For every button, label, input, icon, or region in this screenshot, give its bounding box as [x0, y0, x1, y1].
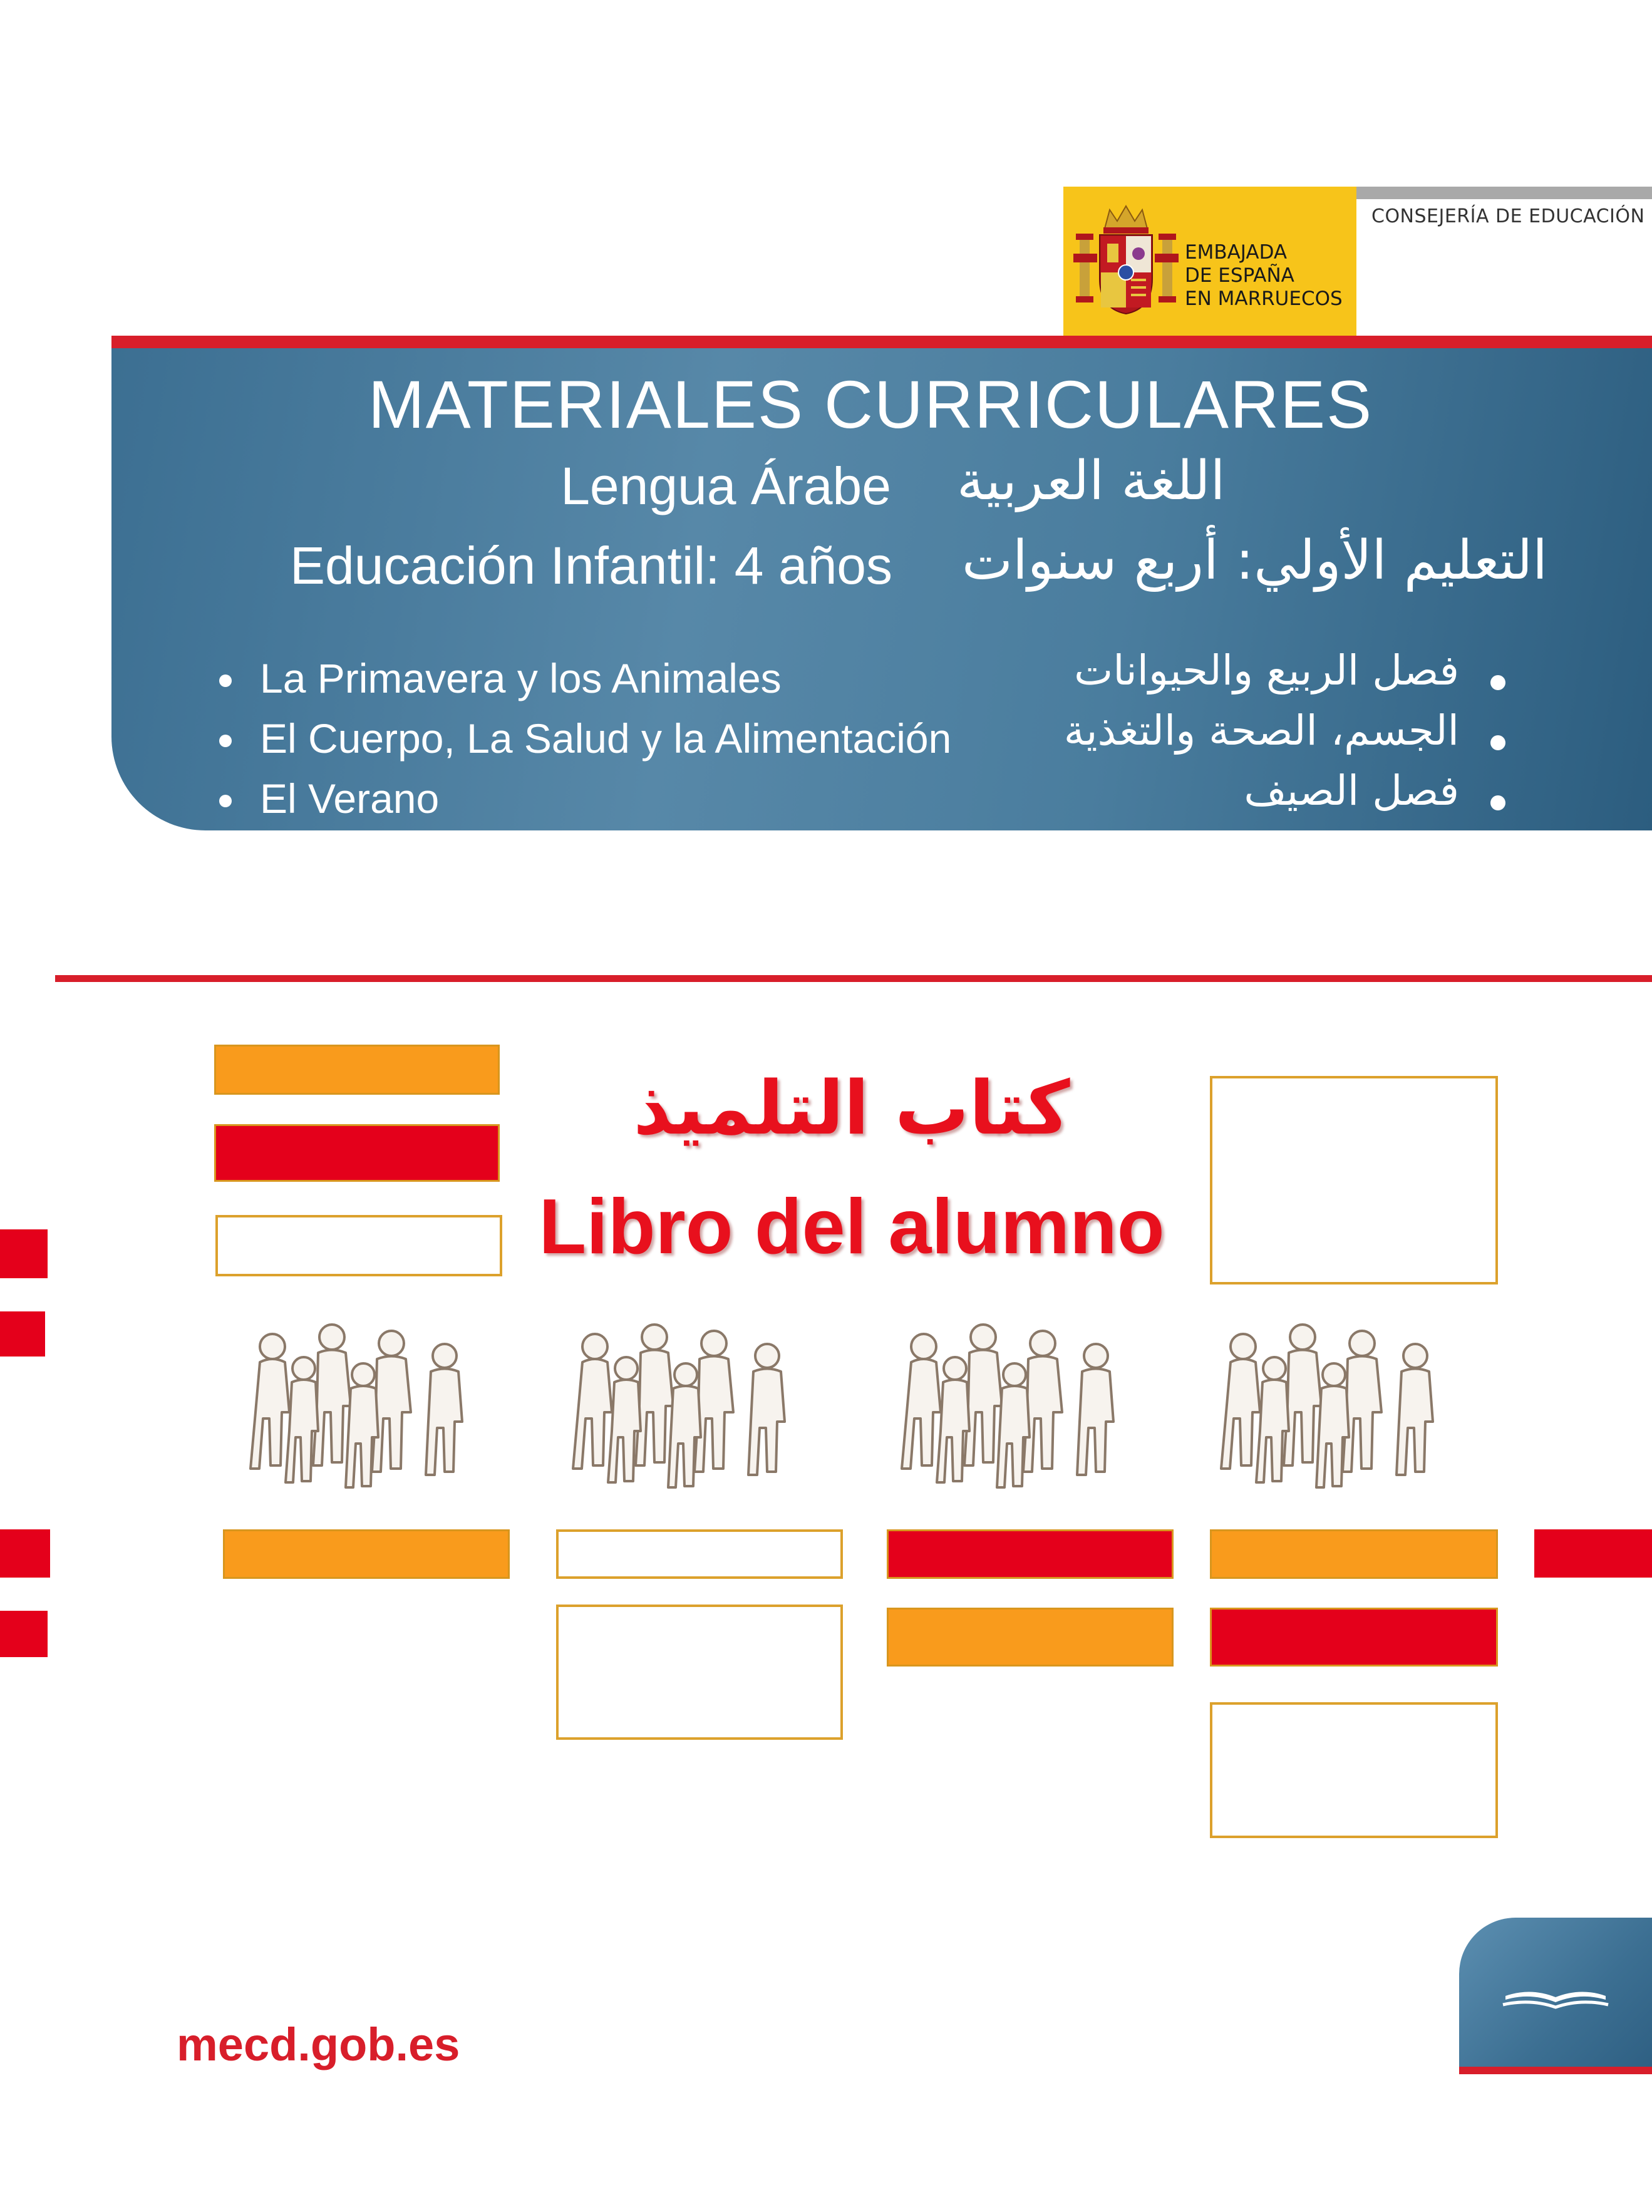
unit-spanish: El Cuerpo, La Salud y la Alimentación — [260, 715, 952, 762]
group-of-people-icon — [889, 1318, 1127, 1494]
corner-red-rule — [1459, 2067, 1652, 2074]
section-divider — [55, 975, 1652, 982]
logo-gray-rule — [1356, 187, 1652, 199]
group-of-people-icon — [1209, 1318, 1447, 1494]
banner-red-rule — [111, 336, 1652, 348]
bullet-icon — [1490, 675, 1505, 690]
language-arabic: اللغة العربية — [957, 450, 1226, 512]
bullet-icon — [219, 795, 232, 807]
consejeria-label: CONSEJERÍA DE EDUCACIÓN — [1371, 205, 1645, 227]
decor-box-outline — [556, 1529, 843, 1579]
decor-box-outline — [1210, 1076, 1498, 1284]
edge-block-red — [0, 1529, 50, 1578]
decor-bar-orange — [223, 1529, 510, 1579]
open-book-icon — [1502, 1982, 1609, 2013]
decor-bar-orange — [887, 1608, 1174, 1667]
embassy-line: EMBAJADA — [1185, 241, 1288, 264]
unit-arabic: فصل الربيع والحيوانات — [1074, 646, 1459, 695]
unit-arabic: الجسم، الصحة والتغذية — [1063, 706, 1459, 755]
decor-bar-red — [1210, 1608, 1498, 1667]
unit-arabic: فصل الصيف — [1244, 767, 1459, 815]
embassy-line: DE ESPAÑA — [1185, 264, 1294, 287]
embassy-name — [1185, 241, 1343, 311]
embassy-line: EN MARRUECOS — [1185, 287, 1343, 310]
unit-spanish: El Verano — [260, 775, 440, 822]
book-title-spanish: Libro del alumno — [539, 1184, 1165, 1270]
edge-block-red — [0, 1311, 45, 1357]
level-arabic: التعليم الأولي: أربع سنوات — [962, 529, 1547, 592]
level-spanish: Educación Infantil: 4 años — [290, 536, 892, 595]
bullet-icon — [1490, 795, 1505, 810]
language-spanish: Lengua Árabe — [560, 457, 891, 515]
decor-bar-red — [214, 1124, 500, 1182]
website-url: mecd.gob.es — [177, 2018, 460, 2070]
decor-box-outline — [1210, 1702, 1498, 1838]
bullet-icon — [219, 735, 232, 747]
bullet-icon — [219, 674, 232, 687]
unit-spanish: La Primavera y los Animales — [260, 655, 782, 701]
bullet-icon — [1490, 735, 1505, 750]
decor-box-outline — [556, 1605, 843, 1740]
group-of-people-icon — [238, 1318, 476, 1494]
decor-bar-red — [887, 1529, 1174, 1579]
group-of-people-icon — [560, 1318, 798, 1494]
book-title-arabic: كتاب التلميذ — [633, 1065, 1070, 1151]
edge-block-red — [0, 1611, 48, 1657]
decor-bar-orange — [214, 1045, 500, 1095]
banner-title: MATERIALES CURRICULARES — [368, 366, 1373, 442]
decor-box-outline — [215, 1215, 502, 1276]
edge-block-red — [0, 1229, 48, 1278]
edge-block-red — [1534, 1529, 1652, 1578]
decor-bar-orange — [1210, 1529, 1498, 1579]
spanish-coat-of-arms-icon — [1072, 204, 1180, 318]
